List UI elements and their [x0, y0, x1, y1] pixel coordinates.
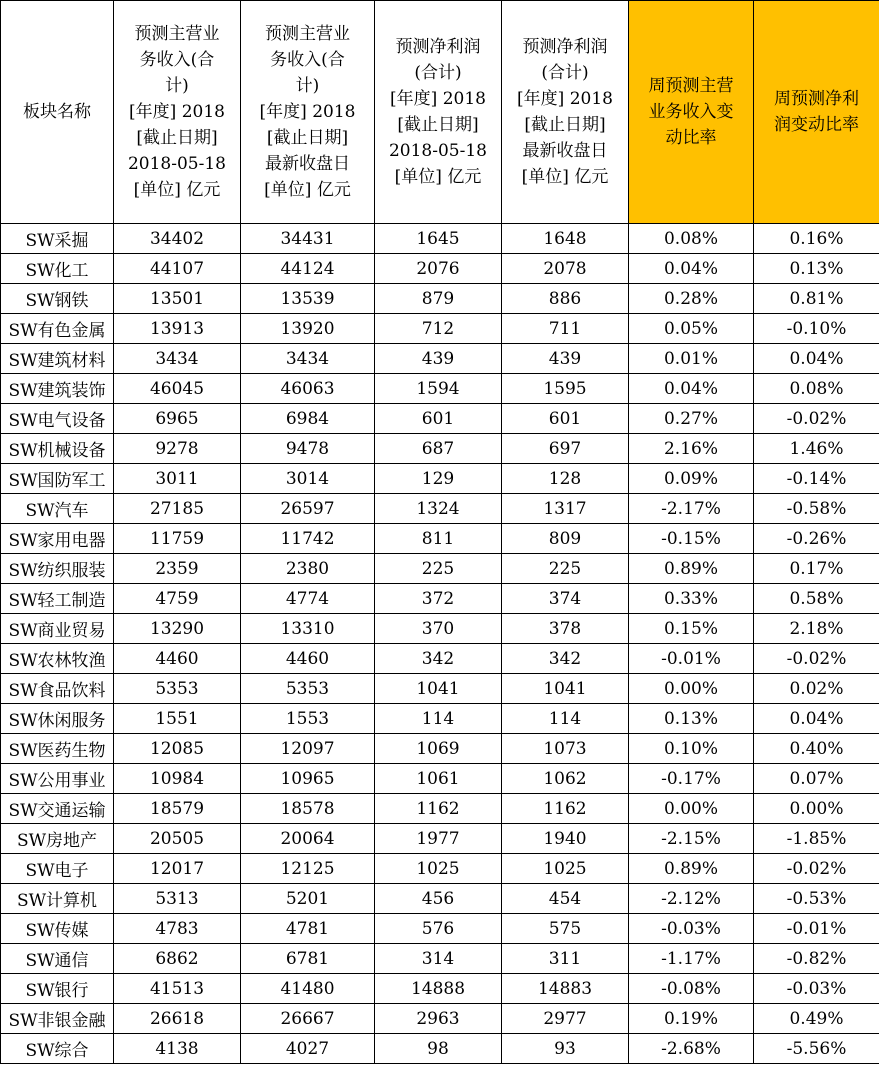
table-row	[1, 914, 879, 944]
revenue-0518-cell: 4783	[114, 914, 241, 944]
profit-change-cell: -0.26%	[754, 524, 879, 554]
revenue-change-cell: -0.03%	[629, 914, 754, 944]
sector-name-cell: SW银行	[1, 974, 114, 1004]
profit-change-cell: -0.58%	[754, 494, 879, 524]
profit-latest-cell: 225	[502, 554, 629, 584]
profit-0518-cell: 1025	[375, 854, 502, 884]
revenue-latest-cell: 44124	[241, 254, 375, 284]
revenue-latest-cell: 5201	[241, 884, 375, 914]
sector-name-cell: SW房地产	[1, 824, 114, 854]
revenue-latest-cell: 13539	[241, 284, 375, 314]
table-row	[1, 374, 879, 404]
table-row	[1, 314, 879, 344]
profit-latest-cell: 711	[502, 314, 629, 344]
revenue-0518-cell: 13913	[114, 314, 241, 344]
table-row	[1, 464, 879, 494]
header-sector-name	[1, 1, 114, 224]
revenue-0518-cell: 10984	[114, 764, 241, 794]
profit-0518-cell: 1645	[375, 224, 502, 254]
profit-0518-cell: 225	[375, 554, 502, 584]
profit-0518-cell: 129	[375, 464, 502, 494]
profit-latest-cell: 2977	[502, 1004, 629, 1034]
profit-0518-cell: 1977	[375, 824, 502, 854]
revenue-0518-cell: 4759	[114, 584, 241, 614]
revenue-change-cell: -0.01%	[629, 644, 754, 674]
revenue-change-cell: 0.33%	[629, 584, 754, 614]
revenue-change-cell: -0.15%	[629, 524, 754, 554]
revenue-latest-cell: 4781	[241, 914, 375, 944]
header-line: [单位] 亿元	[394, 167, 482, 187]
profit-change-cell: -1.85%	[754, 824, 879, 854]
sector-name-cell: SW医药生物	[1, 734, 114, 764]
profit-change-cell: 0.58%	[754, 584, 879, 614]
profit-0518-cell: 1324	[375, 494, 502, 524]
revenue-latest-cell: 4027	[241, 1034, 375, 1064]
revenue-latest-cell: 26597	[241, 494, 375, 524]
revenue-0518-cell: 44107	[114, 254, 241, 284]
profit-change-cell: -0.53%	[754, 884, 879, 914]
profit-latest-cell: 697	[502, 434, 629, 464]
profit-latest-cell: 601	[502, 404, 629, 434]
sector-name-cell: SW建筑装饰	[1, 374, 114, 404]
table-row	[1, 584, 879, 614]
table-row	[1, 644, 879, 674]
sector-name-cell: SW纺织服装	[1, 554, 114, 584]
sector-name-cell: SW轻工制造	[1, 584, 114, 614]
header-weekly-revenue-change	[629, 1, 754, 224]
table-row	[1, 944, 879, 974]
header-line: 计)	[165, 76, 189, 96]
header-line: [截止日期]	[524, 115, 606, 135]
profit-change-cell: 0.81%	[754, 284, 879, 314]
profit-0518-cell: 342	[375, 644, 502, 674]
revenue-0518-cell: 13501	[114, 284, 241, 314]
profit-latest-cell: 439	[502, 344, 629, 374]
revenue-change-cell: 0.09%	[629, 464, 754, 494]
header-line: [单位] 亿元	[521, 167, 609, 187]
revenue-0518-cell: 11759	[114, 524, 241, 554]
revenue-0518-cell: 9278	[114, 434, 241, 464]
sector-name-cell: SW商业贸易	[1, 614, 114, 644]
sector-name-cell: SW家用电器	[1, 524, 114, 554]
profit-latest-cell: 2078	[502, 254, 629, 284]
profit-latest-cell: 342	[502, 644, 629, 674]
profit-change-cell: 1.46%	[754, 434, 879, 464]
profit-change-cell: 0.02%	[754, 674, 879, 704]
profit-0518-cell: 687	[375, 434, 502, 464]
profit-latest-cell: 575	[502, 914, 629, 944]
revenue-latest-cell: 41480	[241, 974, 375, 1004]
revenue-change-cell: -0.17%	[629, 764, 754, 794]
table-row	[1, 524, 879, 554]
profit-0518-cell: 1041	[375, 674, 502, 704]
header-line: [年度] 2018	[129, 102, 225, 122]
revenue-change-cell: 0.04%	[629, 254, 754, 284]
revenue-0518-cell: 4138	[114, 1034, 241, 1064]
revenue-latest-cell: 6984	[241, 404, 375, 434]
table-row	[1, 434, 879, 464]
profit-0518-cell: 1061	[375, 764, 502, 794]
profit-change-cell: 0.16%	[754, 224, 879, 254]
profit-latest-cell: 14883	[502, 974, 629, 1004]
revenue-0518-cell: 3011	[114, 464, 241, 494]
revenue-0518-cell: 12017	[114, 854, 241, 884]
profit-latest-cell: 454	[502, 884, 629, 914]
table-row	[1, 404, 879, 434]
profit-0518-cell: 98	[375, 1034, 502, 1064]
profit-change-cell: -0.02%	[754, 854, 879, 884]
table-row	[1, 884, 879, 914]
header-line: [截止日期]	[397, 115, 479, 135]
sector-name-cell: SW机械设备	[1, 434, 114, 464]
table-row	[1, 824, 879, 854]
profit-change-cell: -0.02%	[754, 644, 879, 674]
revenue-change-cell: 0.19%	[629, 1004, 754, 1034]
profit-latest-cell: 1025	[502, 854, 629, 884]
header-line: 业务收入变	[648, 102, 734, 122]
sector-name-cell: SW食品饮料	[1, 674, 114, 704]
profit-latest-cell: 1317	[502, 494, 629, 524]
revenue-change-cell: 0.89%	[629, 854, 754, 884]
table-row	[1, 284, 879, 314]
sector-name-cell: SW钢铁	[1, 284, 114, 314]
table-row	[1, 1034, 879, 1064]
header-line: 最新收盘日	[265, 154, 350, 174]
profit-change-cell: 0.17%	[754, 554, 879, 584]
profit-0518-cell: 114	[375, 704, 502, 734]
header-row	[1, 1, 879, 224]
revenue-change-cell: -0.08%	[629, 974, 754, 1004]
revenue-0518-cell: 26618	[114, 1004, 241, 1034]
header-line: 务收入(合	[139, 50, 215, 70]
revenue-change-cell: 0.00%	[629, 674, 754, 704]
header-line: 2018-05-18	[388, 141, 487, 161]
revenue-change-cell: 0.04%	[629, 374, 754, 404]
revenue-latest-cell: 18578	[241, 794, 375, 824]
profit-change-cell: -0.03%	[754, 974, 879, 1004]
table-row	[1, 254, 879, 284]
profit-change-cell: 0.13%	[754, 254, 879, 284]
revenue-latest-cell: 3434	[241, 344, 375, 374]
revenue-change-cell: -2.12%	[629, 884, 754, 914]
header-forecast-revenue-0518	[114, 1, 241, 224]
table-row	[1, 614, 879, 644]
table-row	[1, 794, 879, 824]
header-line: 动比率	[665, 128, 717, 148]
profit-change-cell: 0.07%	[754, 764, 879, 794]
revenue-0518-cell: 46045	[114, 374, 241, 404]
revenue-latest-cell: 9478	[241, 434, 375, 464]
table-row	[1, 674, 879, 704]
revenue-0518-cell: 5313	[114, 884, 241, 914]
profit-change-cell: 0.40%	[754, 734, 879, 764]
profit-change-cell: -0.01%	[754, 914, 879, 944]
table-row	[1, 494, 879, 524]
header-line: (合计)	[541, 63, 589, 83]
header-line: 周预测主营	[648, 76, 734, 96]
revenue-change-cell: -2.15%	[629, 824, 754, 854]
revenue-latest-cell: 13310	[241, 614, 375, 644]
table-row	[1, 854, 879, 884]
profit-latest-cell: 809	[502, 524, 629, 554]
profit-change-cell: 0.04%	[754, 344, 879, 374]
revenue-latest-cell: 13920	[241, 314, 375, 344]
revenue-latest-cell: 20064	[241, 824, 375, 854]
table-row	[1, 974, 879, 1004]
header-line: 计)	[295, 76, 320, 96]
header-line: 板块名称	[23, 102, 91, 122]
header-line: [年度] 2018	[517, 89, 613, 109]
revenue-latest-cell: 3014	[241, 464, 375, 494]
sector-name-cell: SW国防军工	[1, 464, 114, 494]
profit-latest-cell: 886	[502, 284, 629, 314]
profit-change-cell: -5.56%	[754, 1034, 879, 1064]
profit-0518-cell: 811	[375, 524, 502, 554]
revenue-latest-cell: 2380	[241, 554, 375, 584]
revenue-change-cell: -1.17%	[629, 944, 754, 974]
revenue-latest-cell: 26667	[241, 1004, 375, 1034]
profit-change-cell: 0.00%	[754, 794, 879, 824]
revenue-0518-cell: 18579	[114, 794, 241, 824]
revenue-latest-cell: 12097	[241, 734, 375, 764]
revenue-0518-cell: 6965	[114, 404, 241, 434]
revenue-change-cell: -2.17%	[629, 494, 754, 524]
table-row	[1, 734, 879, 764]
revenue-0518-cell: 1551	[114, 704, 241, 734]
profit-latest-cell: 1648	[502, 224, 629, 254]
sector-name-cell: SW电气设备	[1, 404, 114, 434]
profit-latest-cell: 1940	[502, 824, 629, 854]
revenue-change-cell: 0.89%	[629, 554, 754, 584]
header-line: 务收入(合	[270, 50, 345, 70]
profit-latest-cell: 93	[502, 1034, 629, 1064]
header-line: (合计)	[414, 63, 462, 83]
sector-name-cell: SW电子	[1, 854, 114, 884]
profit-latest-cell: 378	[502, 614, 629, 644]
header-line: [年度] 2018	[259, 102, 356, 122]
profit-0518-cell: 1594	[375, 374, 502, 404]
revenue-latest-cell: 12125	[241, 854, 375, 884]
header-line: [截止日期]	[266, 128, 349, 148]
profit-latest-cell: 311	[502, 944, 629, 974]
profit-0518-cell: 1162	[375, 794, 502, 824]
table-row	[1, 554, 879, 584]
sector-name-cell: SW传媒	[1, 914, 114, 944]
revenue-latest-cell: 1553	[241, 704, 375, 734]
revenue-latest-cell: 46063	[241, 374, 375, 404]
header-line: [年度] 2018	[390, 89, 486, 109]
profit-latest-cell: 374	[502, 584, 629, 614]
revenue-0518-cell: 20505	[114, 824, 241, 854]
profit-0518-cell: 879	[375, 284, 502, 314]
profit-change-cell: -0.14%	[754, 464, 879, 494]
table-row	[1, 344, 879, 374]
revenue-latest-cell: 34431	[241, 224, 375, 254]
profit-change-cell: 0.08%	[754, 374, 879, 404]
revenue-change-cell: 0.10%	[629, 734, 754, 764]
profit-latest-cell: 1062	[502, 764, 629, 794]
header-weekly-profit-change	[754, 1, 879, 224]
profit-latest-cell: 1041	[502, 674, 629, 704]
revenue-0518-cell: 12085	[114, 734, 241, 764]
revenue-change-cell: 0.08%	[629, 224, 754, 254]
profit-latest-cell: 128	[502, 464, 629, 494]
header-line: 预测主营业	[134, 24, 220, 44]
profit-0518-cell: 601	[375, 404, 502, 434]
sector-name-cell: SW非银金融	[1, 1004, 114, 1034]
revenue-0518-cell: 41513	[114, 974, 241, 1004]
sector-name-cell: SW通信	[1, 944, 114, 974]
sector-name-cell: SW建筑材料	[1, 344, 114, 374]
table-row	[1, 224, 879, 254]
profit-0518-cell: 576	[375, 914, 502, 944]
profit-latest-cell: 114	[502, 704, 629, 734]
table-row	[1, 1004, 879, 1034]
sector-name-cell: SW有色金属	[1, 314, 114, 344]
revenue-0518-cell: 27185	[114, 494, 241, 524]
profit-change-cell: 2.18%	[754, 614, 879, 644]
sector-name-cell: SW采掘	[1, 224, 114, 254]
revenue-change-cell: 2.16%	[629, 434, 754, 464]
revenue-change-cell: -2.68%	[629, 1034, 754, 1064]
revenue-change-cell: 0.13%	[629, 704, 754, 734]
profit-change-cell: -0.02%	[754, 404, 879, 434]
table-row	[1, 704, 879, 734]
header-line: 最新收盘日	[522, 141, 608, 161]
profit-change-cell: -0.82%	[754, 944, 879, 974]
profit-0518-cell: 314	[375, 944, 502, 974]
profit-change-cell: -0.10%	[754, 314, 879, 344]
profit-0518-cell: 456	[375, 884, 502, 914]
revenue-change-cell: 0.15%	[629, 614, 754, 644]
revenue-change-cell: 0.28%	[629, 284, 754, 314]
revenue-latest-cell: 5353	[241, 674, 375, 704]
profit-change-cell: 0.49%	[754, 1004, 879, 1034]
sector-name-cell: SW休闲服务	[1, 704, 114, 734]
revenue-latest-cell: 4774	[241, 584, 375, 614]
profit-latest-cell: 1595	[502, 374, 629, 404]
sector-name-cell: SW汽车	[1, 494, 114, 524]
sector-name-cell: SW计算机	[1, 884, 114, 914]
header-line: 预测净利润	[395, 37, 481, 57]
profit-latest-cell: 1162	[502, 794, 629, 824]
profit-0518-cell: 370	[375, 614, 502, 644]
header-line: 预测主营业	[265, 24, 350, 44]
sector-name-cell: SW交通运输	[1, 794, 114, 824]
profit-0518-cell: 439	[375, 344, 502, 374]
revenue-latest-cell: 6781	[241, 944, 375, 974]
revenue-latest-cell: 10965	[241, 764, 375, 794]
header-line: [截止日期]	[136, 128, 218, 148]
revenue-change-cell: 0.05%	[629, 314, 754, 344]
sector-name-cell: SW农林牧渔	[1, 644, 114, 674]
revenue-0518-cell: 13290	[114, 614, 241, 644]
revenue-0518-cell: 5353	[114, 674, 241, 704]
revenue-change-cell: 0.27%	[629, 404, 754, 434]
profit-change-cell: 0.04%	[754, 704, 879, 734]
profit-0518-cell: 2963	[375, 1004, 502, 1034]
profit-0518-cell: 372	[375, 584, 502, 614]
table-body	[1, 224, 879, 1064]
sector-name-cell: SW化工	[1, 254, 114, 284]
revenue-0518-cell: 3434	[114, 344, 241, 374]
header-line: 周预测净利	[774, 89, 859, 109]
table-row	[1, 764, 879, 794]
revenue-0518-cell: 34402	[114, 224, 241, 254]
revenue-0518-cell: 6862	[114, 944, 241, 974]
revenue-change-cell: 0.00%	[629, 794, 754, 824]
revenue-0518-cell: 4460	[114, 644, 241, 674]
header-line: [单位] 亿元	[264, 180, 351, 200]
sector-name-cell: SW综合	[1, 1034, 114, 1064]
header-line: 预测净利润	[522, 37, 608, 57]
profit-0518-cell: 2076	[375, 254, 502, 284]
revenue-latest-cell: 11742	[241, 524, 375, 554]
header-forecast-profit-latest	[502, 1, 629, 224]
header-line: 润变动比率	[774, 115, 859, 135]
header-forecast-profit-0518	[375, 1, 502, 224]
header-forecast-revenue-latest	[241, 1, 375, 224]
header-line: [单位] 亿元	[133, 180, 221, 200]
revenue-0518-cell: 2359	[114, 554, 241, 584]
profit-0518-cell: 1069	[375, 734, 502, 764]
revenue-latest-cell: 4460	[241, 644, 375, 674]
header-line: 2018-05-18	[127, 154, 226, 174]
profit-latest-cell: 1073	[502, 734, 629, 764]
profit-0518-cell: 712	[375, 314, 502, 344]
profit-0518-cell: 14888	[375, 974, 502, 1004]
sector-name-cell: SW公用事业	[1, 764, 114, 794]
revenue-change-cell: 0.01%	[629, 344, 754, 374]
